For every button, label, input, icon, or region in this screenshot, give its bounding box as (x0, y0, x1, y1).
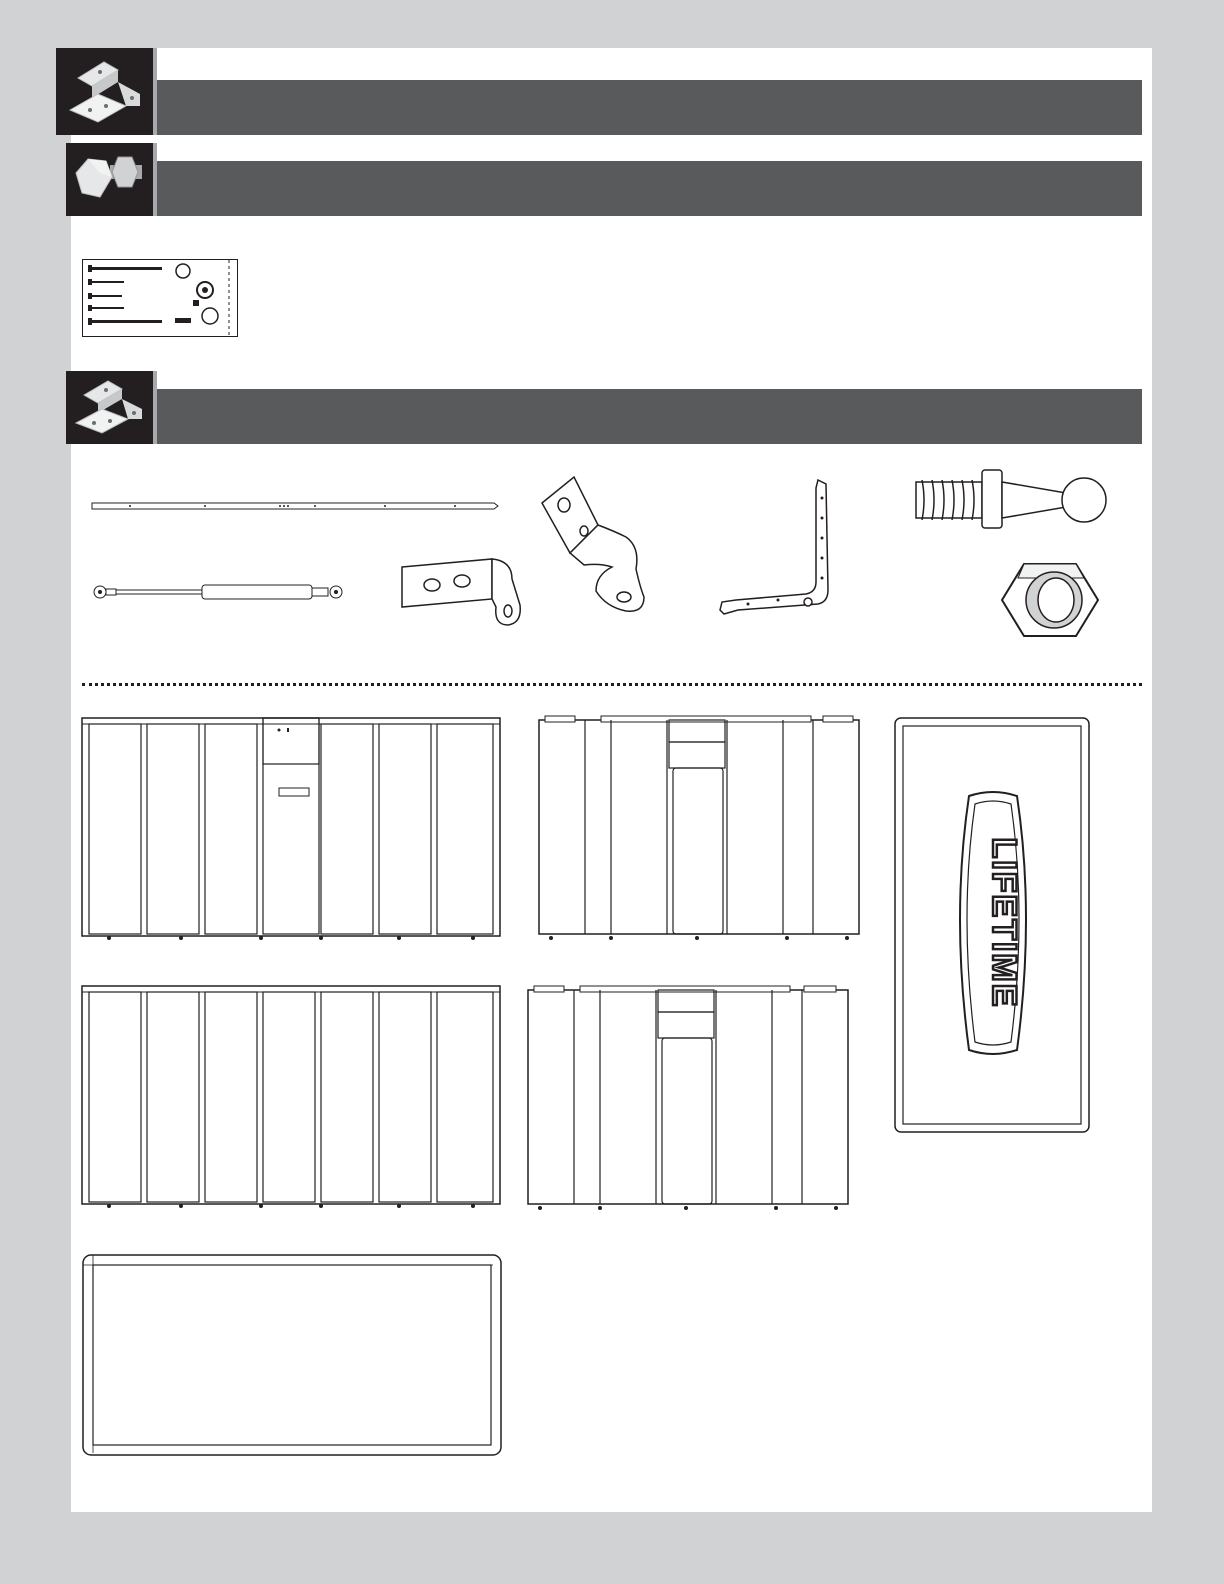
angle-bracket-icon (400, 555, 525, 630)
back-panel-icon (81, 984, 503, 1210)
side-panel-icon (537, 714, 863, 942)
bracket-icon (66, 371, 153, 444)
dotted-divider (82, 683, 1142, 686)
ball-stud-icon (912, 468, 1112, 533)
flat-rail-icon (90, 500, 500, 512)
lid-brand-text: LIFETIME (985, 837, 1023, 1009)
section-band-structural-parts (156, 80, 1142, 135)
hardware-card-icon (82, 259, 238, 337)
bracket-icon (56, 48, 153, 135)
floor-panel-icon (81, 1253, 505, 1459)
side-panel-icon (524, 984, 850, 1212)
gas-strut-icon (90, 580, 350, 604)
front-panel-icon (81, 716, 503, 942)
offset-bracket-icon (540, 475, 655, 615)
lid-icon (893, 716, 1093, 1136)
bolt-nut-icon (66, 143, 153, 216)
l-arm-icon (718, 478, 838, 623)
lock-nut-icon (998, 560, 1102, 640)
section-band-small-parts (156, 389, 1142, 444)
section-band-hardware (156, 161, 1142, 216)
